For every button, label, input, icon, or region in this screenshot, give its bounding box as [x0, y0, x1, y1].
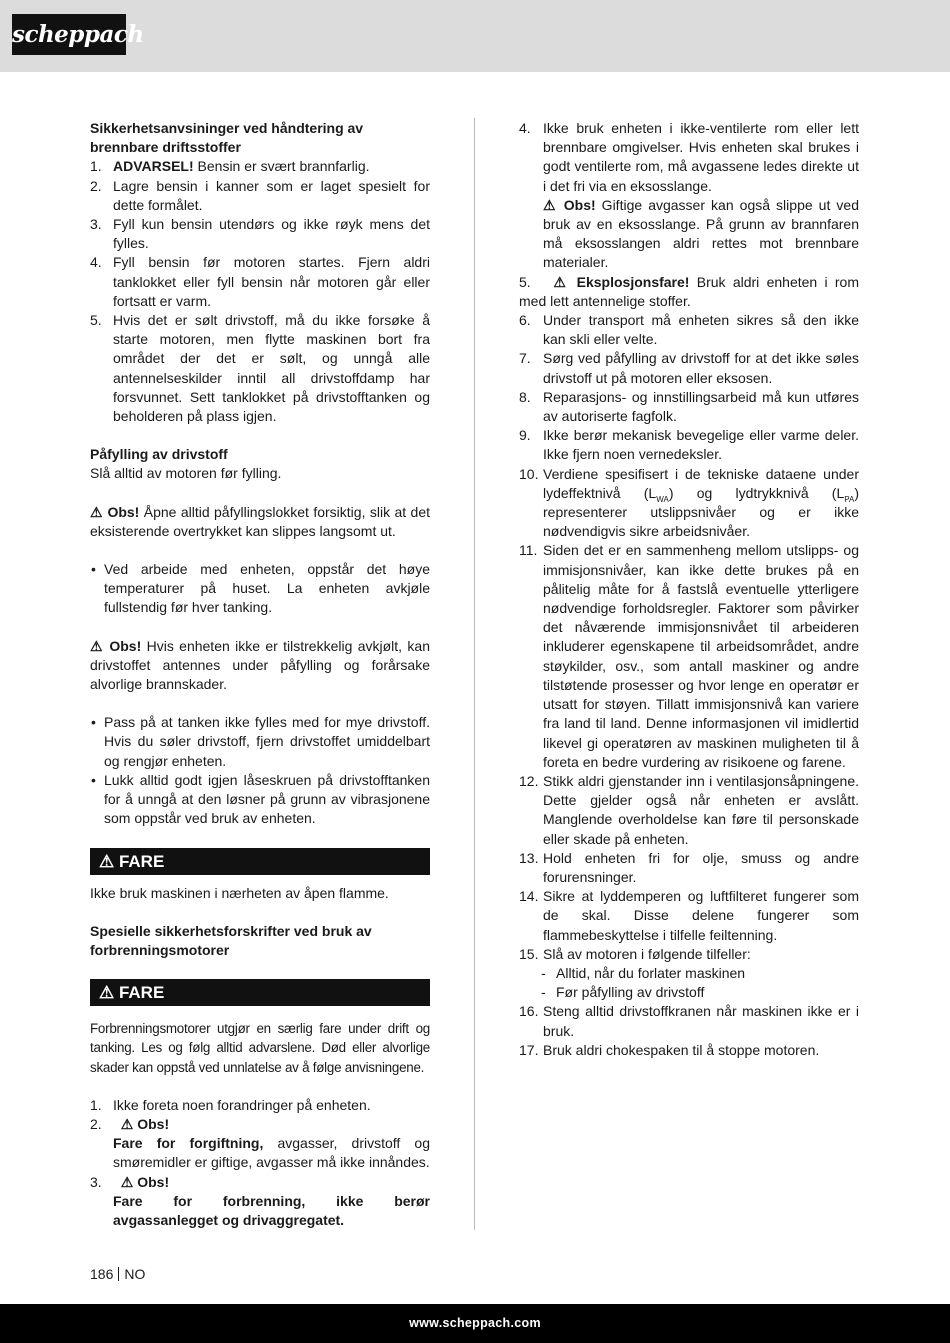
list-item: 3. ⚠ Obs! Fare for forbrenning, ikke berør avgassanlegget og drivaggregatet. [90, 1173, 430, 1228]
bullet-list [90, 560, 430, 618]
list-item: 3. Fyll kun bensin utendørs og ikke røyk mens det fylles. [90, 216, 430, 252]
list-item: 15. Slå av motoren i følgende tilfeller: [519, 945, 751, 962]
danger-note: Forbrenningsmotorer utgjør en særlig fare under drift og tanking. Les og følg alltid advarslene. Død eller alvorlige skader kan oppstå ved unnlatelse av å følge anvisningene. [90, 1021, 430, 1075]
sub-list [519, 964, 859, 1002]
list-item: 5. Hvis det er sølt drivstoff, må du ikke forsøke å starte motoren, men flytte maskinen bort fra området der det er sølt, og unngå alle antennelseskilder inntil all drivstoffdamp har forsvunnet. Sett tanklokket på drivstofftanken og beholderen på plass igjen. [90, 312, 430, 425]
list-item: 10. Verdiene spesifisert i de tekniske dataene under lydeffektnivå $(L_{WA})$ og lydtrykknivå $(L_{PA})$ representerer utslippsnivåer og er ikke nødvendigvis sikre arbeidsnivåer. [519, 465, 860, 540]
fuel-handling-list [90, 157, 430, 426]
list-item: 12. Stikk aldri gjenstander inn i ventilasjonsåpningene. Dette gjelder også når enheten er avslått. Manglende overholdelse kan føre til personskade eller skade på enheten. [519, 772, 859, 847]
left-column [90, 119, 430, 1230]
section-heading-fuel-handling: Sikkerhetsanvsininger ved håndtering av brennbare driftsstoffer [90, 120, 364, 156]
footer-bar [0, 1304, 950, 1343]
safety-list-end [519, 1002, 859, 1060]
section-heading-refueling: Påfylling av drivstoff [90, 446, 228, 463]
paragraph: Slå alltid av motoren før fylling. [90, 465, 282, 482]
header-bar [0, 0, 950, 72]
page-number: 186 NO [90, 1266, 146, 1282]
list-item: 16. Steng alltid drivstoffkranen når maskinen ikke er i bruk. [519, 1003, 859, 1039]
warning-label: ⚠ Obs! [90, 503, 140, 520]
list-item: 1. Ikke foreta noen forandringer på enheten. [90, 1096, 371, 1113]
list-item: 14. Sikre at lyddemperen og luftfilteret fungerer som de skal. Disse delene fungerer som flammebeskyttelse i tilfelle feiltenning. [519, 888, 859, 943]
website-link[interactable]: www.scheppach.com [409, 1316, 541, 1330]
list-item: 17. Bruk aldri chokespaken til å stoppe motoren. [519, 1041, 820, 1058]
warning-label: ⚠ Obs! [90, 637, 142, 654]
list-item: 1. ADVARSEL! Bensin er svært brannfarlig. [90, 158, 370, 175]
list-item: 7. Sørg ved påfylling av drivstoff for at det ikke søles drivstoff ut på motoren eller eksosen. [519, 350, 859, 386]
list-item: 8. Reparasjons- og innstillingsarbeid må kun utføres av autoriserte fagfolk. [519, 388, 859, 425]
list-item: • Lukk alltid godt igjen låseskruen på drivstofftanken for å unngå at den løsner på grunn av vibrasjonene som oppstår ved bruk av enheten. [91, 771, 430, 827]
list-item: 4. Ikke bruk enheten i ikke-ventilerte rom eller lett brennbare omgivelser. Hvis enheten skal brukes i godt ventilerte rom, må avgassene ledes direkte ut i det fri via en eksosslange. ⚠ Obs! Giftige avgasser kan også slippe ut ved bruk av en eksosslange. På grunn av brannfaren må eksosslangen aldri rettes mot brennbare materialer. [519, 120, 859, 271]
warning-paragraph: ⚠ Obs! Åpne alltid påfyllingslokket forsiktig, slik at det eksisterende overtrykket kan slippes langsomt ut. [90, 503, 430, 539]
paragraph: Ikke bruk maskinen i nærheten av åpen flamme. [90, 884, 389, 901]
list-item: 11. Siden det er en sammenheng mellom utslipps- og immisjonsnivåer, kan ikke dette brukes på en pålitelig måte for å fastslå eventuelle ytterligere nødvendige forholdsregler. Faktorer som påvirker det nåværende immisjonsnivået til arbeideren inkluderer egenskapene til arbeidsområdet, andre støykilder, osv., som antall maskiner og andre tilstøtende prosesser og hvor lenge en operatør er utsatt for støyen. Tillatt immisjonsnivå kan variere fra land til land. Denne informasjonen vil imidlertid likevel gi operatøren av maskinen muligheten til å foreta en bedre vurdering av risikoene og farene. [519, 542, 859, 770]
list-item: 2. Lagre bensin i kanner som er laget spesielt for dette formålet. [90, 177, 430, 213]
warning-label: ⚠ Eksplosjonsfare! [550, 273, 690, 290]
warning-label: ⚠ Obs! [543, 196, 596, 213]
list-item: 13. Hold enheten fri for olje, smuss og andre forurensninger. [519, 849, 859, 885]
bullet-list [90, 713, 430, 828]
section-heading-combustion-engines: Spesielle sikkerhetsforskrifter ved bruk av forbrenningsmotorer [90, 922, 372, 958]
engine-list [90, 1096, 430, 1230]
list-item: - Alltid, når du forlater maskinen [541, 964, 746, 981]
list-item: • Ved arbeide med enheten, oppstår det høye temperaturer på huset. La enheten avkjøle fullstendig før hver tanking. [91, 561, 430, 616]
danger-banner: ⚠ FARE [90, 848, 430, 875]
right-column [519, 119, 859, 1060]
brand-logo: scheppach [12, 14, 126, 55]
column-divider [474, 118, 475, 1230]
warning-paragraph: ⚠ Obs! Hvis enheten ikke er tilstrekkelig avkjølt, kan drivstoffet antennes under påfylling og forårsake alvorlige brannskader. [90, 637, 430, 693]
list-item: - Før påfylling av drivstoff [541, 984, 705, 1001]
list-item: 2. ⚠ Obs! Fare for forgiftning, avgasser, drivstoff og smøremidler er giftige, avgasser må ikke innåndes. [90, 1115, 430, 1171]
list-item: 6. Under transport må enheten sikres så den ikke kan skli eller velte. [519, 312, 859, 348]
list-item: 4. Fyll bensin før motoren startes. Fjern aldri tanklokket eller fyll bensin når motoren går eller fortsatt er varm. [90, 254, 430, 309]
list-item: • Pass på at tanken ikke fylles med for mye drivstoff. Hvis du søler drivstoff, fjern drivstoffet umiddelbart og rengjør enheten. [91, 714, 430, 769]
list-item: 5. ⚠ Eksplosjonsfare! Bruk aldri enheten i rom med lett antennelige stoffer. [519, 273, 859, 309]
list-item: 9. Ikke berør mekanisk bevegelige eller varme deler. Ikke fjern noen vernedeksler. [519, 427, 859, 463]
safety-list-continued [519, 119, 859, 964]
danger-banner: ⚠ FARE [90, 979, 430, 1006]
